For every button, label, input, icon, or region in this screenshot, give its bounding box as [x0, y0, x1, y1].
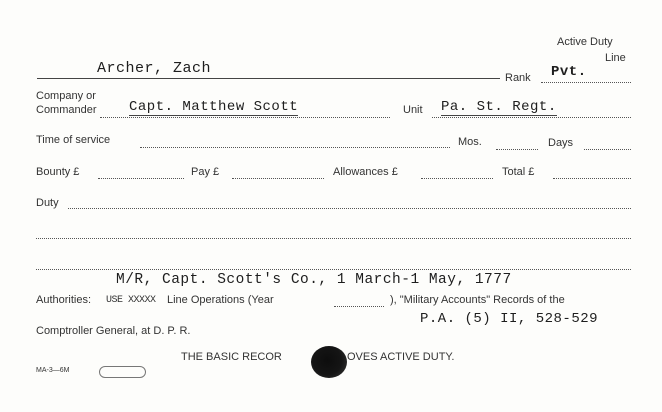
basic-record-right: OVES ACTIVE DUTY. — [347, 351, 455, 363]
name-line — [37, 78, 500, 79]
mos-label: Mos. — [458, 136, 482, 148]
form-number: MA-3—6M — [36, 367, 70, 374]
line-label: Line — [605, 52, 626, 64]
duty-label: Duty — [36, 197, 59, 209]
pay-label: Pay £ — [191, 166, 220, 178]
days-label: Days — [548, 137, 574, 149]
basic-record-left: THE BASIC RECOR — [181, 351, 282, 363]
commander-value: Capt. Matthew Scott — [129, 99, 299, 115]
active-duty-label: Active Duty — [557, 36, 613, 48]
commander-label: Commander — [36, 104, 97, 116]
time-of-service-line — [140, 147, 450, 148]
authorities-label: Authorities: — [36, 294, 92, 306]
year-line — [334, 306, 384, 307]
reference-value: P.A. (5) II, 528-529 — [420, 311, 599, 327]
total-line — [553, 178, 631, 179]
duty-line-3 — [36, 269, 631, 270]
company-label — [36, 90, 96, 102]
pay-line — [232, 178, 324, 179]
company-label-line1: Company or — [36, 90, 96, 102]
ink-blot — [311, 346, 347, 378]
allowances-line — [421, 178, 493, 179]
printer-stamp — [99, 366, 146, 378]
duty-line-2 — [36, 238, 631, 239]
soldier-name: Archer, Zach — [97, 60, 212, 77]
struck-text: USE XXXXX — [106, 295, 156, 306]
time-of-service-label: Time of service — [36, 134, 111, 146]
unit-line — [432, 117, 631, 118]
rank-value: Pvt. — [551, 64, 587, 80]
allowances-label: Allowances £ — [333, 166, 398, 178]
rank-label: Rank — [505, 72, 531, 84]
total-label: Total £ — [502, 166, 535, 178]
comptroller-label: Comptroller General, at D. P. R. — [36, 325, 191, 337]
authorities-text-2: ), "Military Accounts" Records of the — [390, 294, 565, 306]
unit-value: Pa. St. Regt. — [441, 99, 557, 115]
days-line — [584, 149, 631, 150]
unit-label: Unit — [403, 104, 423, 116]
duty-line-1 — [68, 208, 631, 209]
muster-record: M/R, Capt. Scott's Co., 1 March-1 May, 1777 — [116, 272, 512, 288]
mos-line — [496, 149, 538, 150]
bounty-line — [98, 178, 184, 179]
authorities-text-1: Line Operations (Year — [167, 294, 274, 306]
rank-line — [541, 82, 631, 83]
commander-line — [100, 117, 390, 118]
bounty-label: Bounty £ — [36, 166, 80, 178]
